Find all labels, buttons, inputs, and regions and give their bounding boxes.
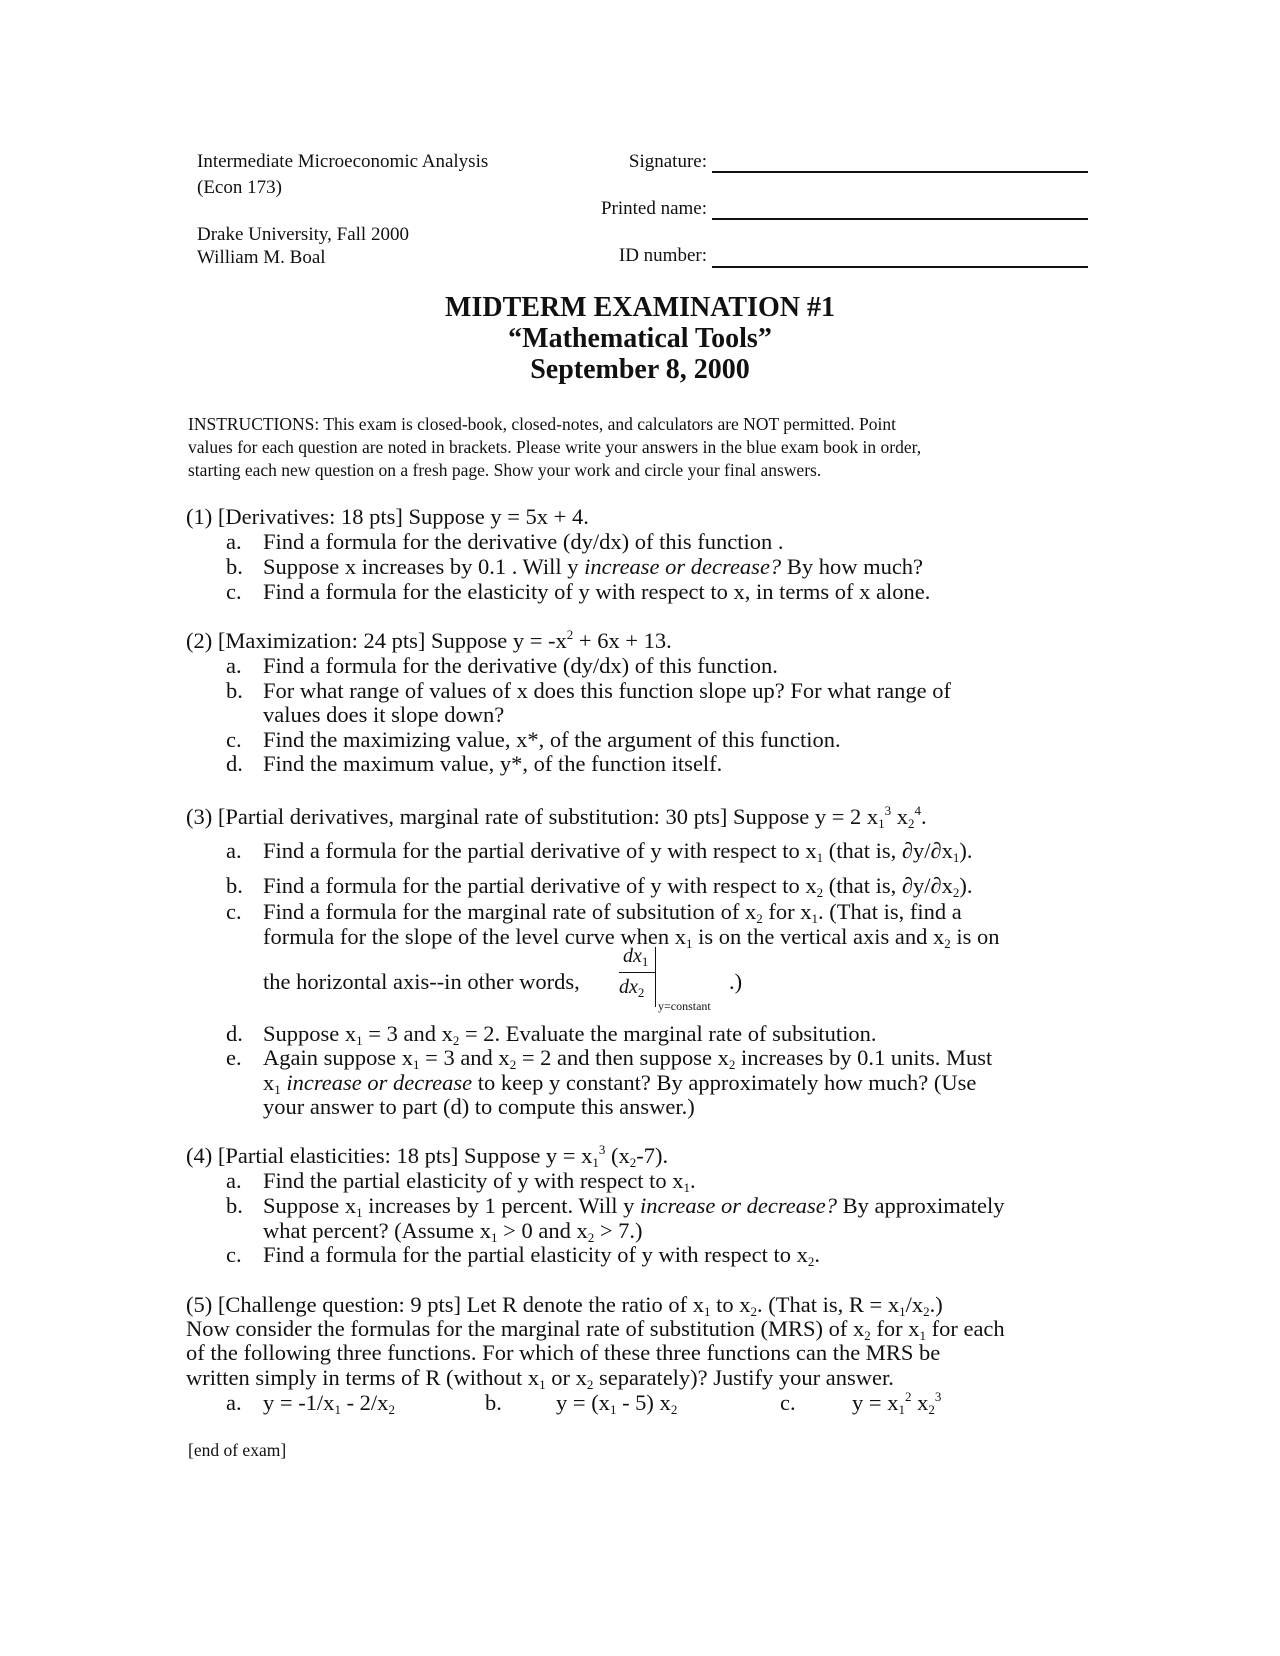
mrs-fraction-bar (619, 972, 655, 973)
question-2-heading: (2) [Maximization: 24 pts] Suppose $y = -x^2 + 6x + 13$. (186, 627, 672, 653)
printed-name-label: Printed name: (600, 198, 707, 219)
question-5-option-b-label: b. (485, 1390, 502, 1415)
course-number: (Econ 173) (197, 177, 282, 198)
mrs-fraction-numerator: $dx_1$ (623, 945, 649, 969)
question-1-heading: (1) [Derivatives: 18 pts] Suppose y = 5x + 4. (186, 504, 589, 529)
exam-date: September 8, 2000 (530, 354, 750, 385)
exam-title: MIDTERM EXAMINATION #1 (445, 292, 835, 323)
question-5-line-3: of the following three functions. For which of these three functions can the MRS be (186, 1340, 941, 1365)
id-number-label: ID number: (618, 245, 707, 266)
exam-subtitle: “Mathematical Tools” (508, 323, 772, 354)
instructions-line-2: values for each question are noted in brackets. Please write your answers in the blue exam book in order, (188, 437, 922, 457)
mrs-fraction-denominator: $dx_2$ (619, 976, 645, 1000)
signature-field[interactable] (712, 171, 1088, 173)
instructions-line-3: starting each new question on a fresh page. Show your work and circle your final answers. (188, 460, 822, 480)
question-5-line-4: written simply in terms of R (without $x_1$ or $x_2$ separately)? Justify your answer. (186, 1365, 894, 1392)
question-5-line-2: Now consider the formulas for the marginal rate of substitution (MRS) of $x_2$ for $x_1$ for each (186, 1316, 1005, 1343)
question-4-heading: (4) [Partial elasticities: 18 pts] Suppose $y = x_1^3$ $(x_2-7)$. (186, 1142, 669, 1170)
id-number-field[interactable] (712, 266, 1088, 268)
fraction-closing: .) (729, 969, 743, 994)
question-5-option-c-label: c. (780, 1390, 796, 1415)
course-title: Intermediate Microeconomic Analysis (197, 151, 489, 172)
printed-name-field[interactable] (712, 218, 1088, 220)
instructor-name: William M. Boal (197, 247, 326, 268)
signature-label: Signature: (628, 151, 707, 172)
end-of-exam: [end of exam] (188, 1440, 287, 1460)
instructions-line-1: INSTRUCTIONS: This exam is closed-book, closed-notes, and calculators are NOT permitted. Point (188, 414, 896, 434)
question-5-option-c: $y = x_1^2$ $x_2^3$ (852, 1389, 942, 1417)
question-5-heading: (5) [Challenge question: 9 pts] Let R denote the ratio of $x_1$ to $x_2$. (That is, $R = x_1/x_2$.) (186, 1292, 943, 1319)
evaluation-bar (655, 947, 656, 1007)
school-term: Drake University, Fall 2000 (197, 224, 409, 245)
question-5-option-b: $y = (x_1 - 5)$ $x_2$ (556, 1390, 678, 1417)
evaluation-condition: y=constant (658, 999, 711, 1013)
question-3-heading: (3) [Partial derivatives, marginal rate of substitution: 30 pts] Suppose y = 2 $x_1^3$ $x_2^4$. (186, 803, 927, 831)
